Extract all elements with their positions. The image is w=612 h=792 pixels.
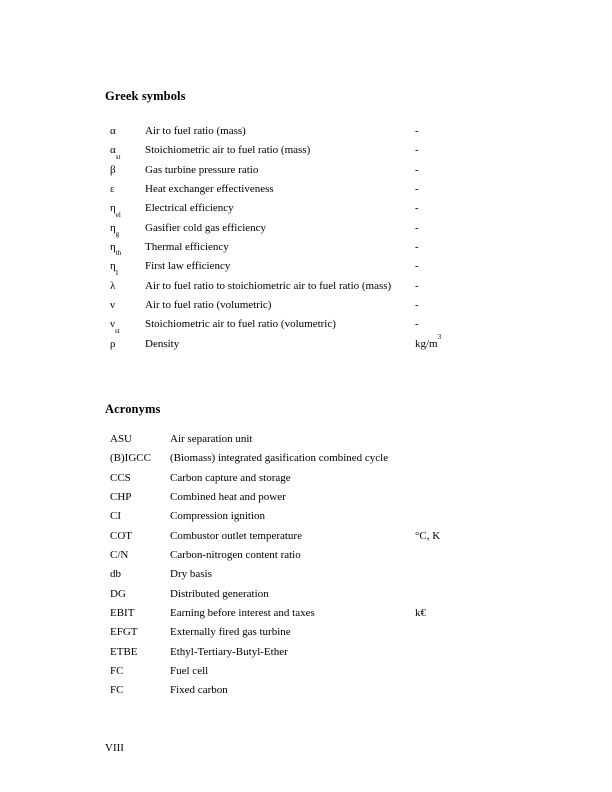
symbol-description: Gas turbine pressure ratio	[145, 163, 259, 176]
acronym: CI	[110, 510, 121, 523]
acronym: EFGT	[110, 626, 138, 639]
acronym: DG	[110, 587, 126, 600]
acronym-description: (Biomass) integrated gasification combined cycle	[170, 452, 389, 465]
symbol-glyph: β	[110, 163, 116, 176]
greek-symbol-row	[110, 315, 534, 334]
acronym-row	[110, 643, 534, 662]
acronym-unit	[415, 546, 534, 565]
symbol-description: Stoichiometric air to fuel ratio (volumetric)	[145, 318, 336, 331]
symbol-description: Density	[145, 337, 180, 350]
acronym-unit	[415, 469, 534, 488]
acronym-unit	[415, 488, 534, 507]
acronym-unit: k€	[415, 607, 426, 620]
acronym-row	[110, 585, 534, 604]
greek-symbol-row	[110, 161, 534, 180]
symbol-glyph: ν	[110, 299, 115, 312]
symbol-description: Air to fuel ratio (volumetric)	[145, 299, 272, 312]
acronym: CCS	[110, 471, 131, 484]
greek-symbol-row	[110, 180, 534, 199]
symbol-description: First law efficiency	[145, 260, 231, 273]
symbol-unit	[415, 335, 534, 354]
acronym-row	[110, 546, 534, 565]
greek-symbols-heading: Greek symbols	[105, 89, 186, 104]
symbol-unit	[415, 219, 534, 238]
acronym-row	[110, 488, 534, 507]
acronym: (B)IGCC	[110, 452, 151, 465]
acronym: db	[110, 568, 121, 581]
unit-base: -	[415, 221, 419, 234]
unit-base: -	[415, 202, 419, 215]
greek-symbol	[110, 122, 145, 141]
acronym: ETBE	[110, 645, 138, 658]
symbol-subscript: I	[115, 268, 119, 277]
greek-symbol	[110, 199, 145, 218]
unit-base: -	[415, 183, 419, 196]
acronym-row	[110, 623, 534, 642]
unit-base: -	[415, 125, 419, 137]
symbol-unit	[415, 122, 534, 141]
acronym-unit	[415, 681, 534, 700]
unit-base: -	[415, 241, 419, 254]
acronym-description: Compression ignition	[170, 510, 266, 523]
symbol-unit	[415, 277, 534, 296]
symbol-unit	[415, 180, 534, 199]
symbol-glyph: ε	[110, 183, 115, 196]
symbol-glyph: ν	[110, 318, 115, 331]
acronym-row	[110, 681, 534, 700]
greek-symbol-row	[110, 296, 534, 315]
unit-base: kg/m	[415, 337, 438, 350]
symbol-glyph: ρ	[110, 337, 116, 350]
symbol-description: Electrical efficiency	[145, 202, 234, 215]
unit-base: -	[415, 163, 419, 176]
acronym-description: Fixed carbon	[170, 684, 228, 697]
greek-symbols-table	[110, 122, 534, 354]
greek-symbol-row	[110, 238, 534, 257]
acronym-description: Externally fired gas turbine	[170, 626, 291, 639]
greek-symbol	[110, 315, 145, 334]
symbol-glyph: λ	[110, 279, 116, 292]
greek-symbol-row	[110, 199, 534, 218]
greek-symbol-row	[110, 219, 534, 238]
unit-base: -	[415, 299, 419, 312]
symbol-glyph: η	[110, 202, 116, 215]
acronym: C/N	[110, 549, 129, 562]
symbol-glyph: η	[110, 221, 116, 234]
symbol-subscript: g	[115, 229, 120, 238]
symbol-description: Gasifier cold gas efficiency	[145, 221, 267, 234]
symbol-subscript: st	[114, 326, 120, 335]
symbol-description: Air to fuel ratio to stoichiometric air to fuel ratio (mass)	[145, 279, 392, 292]
acronym-row	[110, 604, 534, 623]
greek-symbol	[110, 180, 145, 199]
symbol-subscript: st	[115, 152, 121, 161]
symbol-description: Thermal efficiency	[145, 241, 229, 254]
symbol-unit	[415, 315, 534, 334]
acronym-description: Air separation unit	[170, 433, 253, 445]
unit-base: -	[415, 279, 419, 292]
acronym-unit	[415, 507, 534, 526]
acronym-unit	[415, 430, 534, 449]
greek-symbol	[110, 257, 145, 276]
acronyms-heading: Acronyms	[105, 402, 161, 417]
symbol-glyph: η	[110, 241, 116, 254]
acronym-unit	[415, 662, 534, 681]
unit-base: -	[415, 144, 419, 157]
acronym-description: Combustor outlet temperature	[170, 529, 302, 542]
acronym: EBIT	[110, 607, 135, 620]
acronym-description: Earning before interest and taxes	[170, 607, 315, 620]
symbol-glyph: α	[110, 125, 116, 137]
acronym-row	[110, 430, 534, 449]
greek-symbol	[110, 219, 145, 238]
greek-symbol-row	[110, 335, 534, 354]
symbol-glyph: α	[110, 144, 116, 157]
acronym-row	[110, 507, 534, 526]
acronym-description: Carbon-nitrogen content ratio	[170, 549, 301, 562]
symbol-unit	[415, 296, 534, 315]
unit-base: -	[415, 318, 419, 331]
symbol-unit	[415, 199, 534, 218]
acronym: ASU	[110, 433, 133, 445]
acronym-unit	[415, 623, 534, 642]
acronym-unit	[415, 585, 534, 604]
acronym: FC	[110, 665, 124, 678]
acronym: COT	[110, 529, 132, 542]
symbol-description: Heat exchanger effectiveness	[145, 183, 274, 196]
unit-base: -	[415, 260, 419, 273]
greek-symbol	[110, 277, 145, 296]
acronym-description: Ethyl-Tertiary-Butyl-Ether	[170, 645, 288, 658]
acronym-row	[110, 527, 534, 546]
acronym-description: Dry basis	[170, 568, 212, 581]
symbol-description: Stoichiometric air to fuel ratio (mass)	[145, 144, 311, 157]
acronym-row	[110, 449, 534, 468]
greek-symbol	[110, 296, 145, 315]
acronym-row	[110, 662, 534, 681]
greek-symbol-row	[110, 122, 534, 141]
symbol-unit	[415, 141, 534, 160]
acronym-unit: °C, K	[415, 529, 441, 542]
symbol-unit	[415, 161, 534, 180]
symbol-unit	[415, 257, 534, 276]
symbol-subscript: th	[115, 249, 122, 258]
symbol-subscript: el	[115, 210, 121, 219]
acronym-row	[110, 469, 534, 488]
symbol-description: Air to fuel ratio (mass)	[145, 125, 246, 137]
acronym-description: Carbon capture and storage	[170, 471, 291, 484]
greek-symbol	[110, 335, 145, 354]
greek-symbol	[110, 161, 145, 180]
acronym-description: Fuel cell	[170, 665, 209, 678]
greek-symbol-row	[110, 257, 534, 276]
greek-symbol-row	[110, 141, 534, 160]
acronym-unit	[415, 565, 534, 584]
greek-symbol	[110, 238, 145, 257]
greek-symbol	[110, 141, 145, 160]
acronyms-table	[110, 430, 534, 701]
acronym: FC	[110, 684, 124, 697]
acronym-unit	[415, 449, 534, 468]
acronym-unit	[415, 643, 534, 662]
page-number: VIII	[105, 742, 124, 754]
acronym-row	[110, 565, 534, 584]
acronym: CHP	[110, 491, 132, 504]
unit-superscript: 3	[437, 333, 442, 342]
greek-symbol-row	[110, 277, 534, 296]
symbol-unit	[415, 238, 534, 257]
acronym-description: Combined heat and power	[170, 491, 286, 504]
acronym-description: Distributed generation	[170, 587, 269, 600]
symbol-glyph: η	[110, 260, 116, 273]
